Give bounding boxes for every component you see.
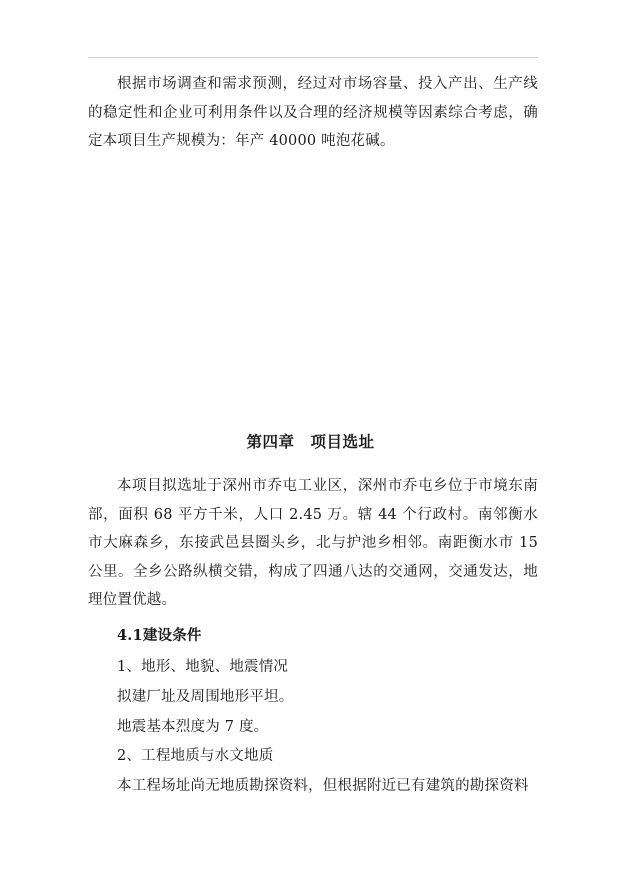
item-geology-title: 2、工程地质与水文地质 — [117, 748, 274, 764]
item-terrain-line-2: 地震基本烈度为 7 度。 — [117, 719, 269, 735]
section-heading: 4.1建设条件 — [117, 627, 202, 644]
chapter-title: 第四章 项目选址 — [246, 432, 375, 451]
item-terrain-line-1: 拟建厂址及周围地形平坦。 — [117, 689, 294, 705]
paragraph-production-scale: 根据市场调查和需求预测，经过对市场容量、投入产出、生产线的稳定性和企业可利用条件以及合理的经济规模等因素综合考虑，确定本项目生产规模为：年产 40000 吨泡花碱。 — [88, 76, 538, 149]
item-geology-line-1: 本工程场址尚无地质勘探资料，但根据附近已有建筑的勘探资料 — [117, 778, 529, 794]
item-terrain-title: 1、地形、地貌、地震情况 — [117, 659, 289, 675]
header-rule — [88, 57, 538, 58]
paragraph-site-location: 本项目拟选址于深州市乔屯工业区，深州市乔屯乡位于市境东南部，面积 68 平方千米，人口 2.45 万。辖 44 个行政村。南邻衡水市大麻森乡，东接武邑县圈头乡，北与护池乡相邻。南距衡水市 15 公里。全乡公路纵横交错，构成了四通八达的交通网，交通发达，地理位置优越。 — [88, 478, 538, 608]
